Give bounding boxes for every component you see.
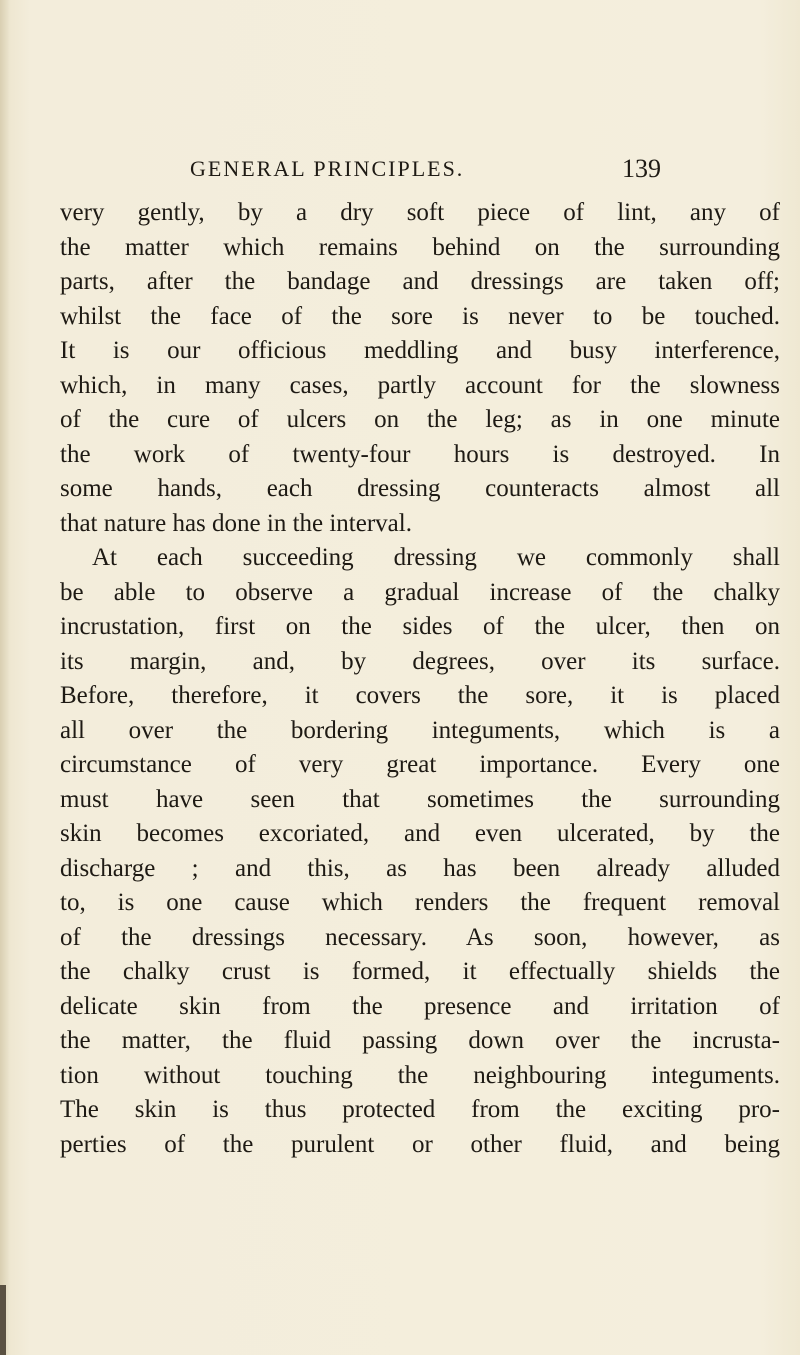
text-line: The skin is thus protected from the exciting pro- xyxy=(60,1096,780,1123)
text-line: delicate skin from the presence and irritation of xyxy=(60,992,780,1020)
text-line: which, in many cases, partly account for the slowness xyxy=(60,371,780,399)
text-line: its margin, and, by degrees, over its surface. xyxy=(60,647,780,675)
text-line: of the cure of ulcers on the leg; as in one minute xyxy=(60,406,780,433)
paragraph-start-line: At each succeeding dressing we commonly shall xyxy=(92,544,780,571)
text-line: It is our officious meddling and busy interference, xyxy=(60,337,780,364)
text-line: of the dressings necessary. As soon, however, as xyxy=(60,923,780,951)
text-line: the chalky crust is formed, it effectually shields the xyxy=(60,958,780,985)
text-line: very gently, by a dry soft piece of lint, any of xyxy=(60,199,780,226)
page-header xyxy=(60,156,780,186)
text-line: must have seen that sometimes the surrounding xyxy=(60,785,780,813)
text-line: that nature has done in the interval. xyxy=(60,509,412,537)
text-line: to, is one cause which renders the frequent removal xyxy=(60,889,780,916)
binding-edge-mark xyxy=(0,1285,6,1355)
text-line: some hands, each dressing counteracts almost all xyxy=(60,475,780,502)
body-text xyxy=(60,196,780,1162)
text-line: the matter, the fluid passing down over the incrusta- xyxy=(60,1027,780,1054)
text-line: be able to observe a gradual increase of the chalky xyxy=(60,578,780,606)
text-line: the work of twenty-four hours is destroyed. In xyxy=(60,440,780,468)
text-line: skin becomes excoriated, and even ulcerated, by the xyxy=(60,820,780,847)
text-line: all over the bordering integuments, which is a xyxy=(60,716,780,744)
text-line: discharge ; and this, as has been already alluded xyxy=(60,854,780,882)
text-line: Before, therefore, it covers the sore, it is placed xyxy=(60,682,780,709)
running-head: GENERAL PRINCIPLES. xyxy=(190,156,465,181)
page-gutter-shadow xyxy=(0,0,10,1355)
text-line: circumstance of very great importance. Every one xyxy=(60,751,780,778)
text-line: the matter which remains behind on the surrounding xyxy=(60,233,780,261)
text-line: perties of the purulent or other fluid, and being xyxy=(60,1130,780,1158)
text-line: incrustation, first on the sides of the ulcer, then on xyxy=(60,613,780,640)
page-number: 139 xyxy=(622,154,661,183)
text-line: tion without touching the neighbouring integuments. xyxy=(60,1061,780,1089)
text-line: parts, after the bandage and dressings are taken off; xyxy=(60,268,780,295)
text-line: whilst the face of the sore is never to be touched. xyxy=(60,302,780,330)
